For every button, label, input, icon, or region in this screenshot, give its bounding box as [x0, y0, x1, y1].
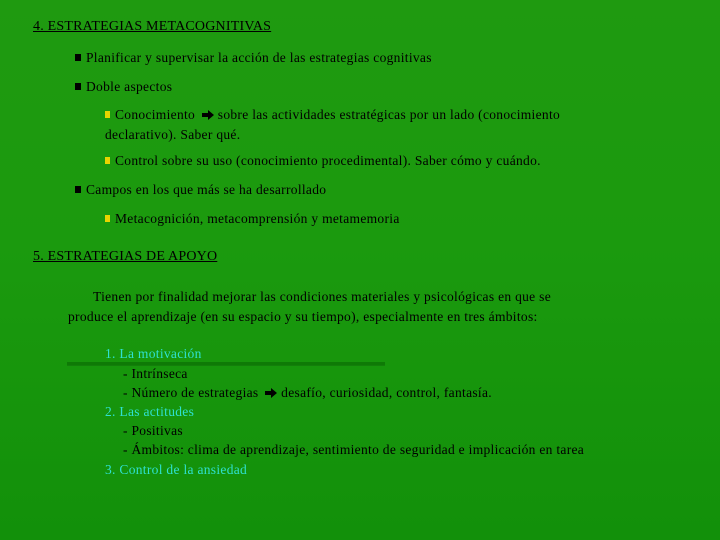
- item-actitudes: 2. Las actitudes: [105, 404, 195, 419]
- divider-line: [67, 362, 385, 365]
- bullet-planificar: [75, 50, 432, 66]
- item-ambitos: - Ámbitos: clima de aprendizaje, sentimiento de seguridad e implicación en tarea: [123, 442, 585, 457]
- bullet-doble-aspectos-text: Doble aspectos: [86, 79, 173, 94]
- yellow-square-bullet-icon: [105, 215, 110, 222]
- item-positivas: - Positivas: [123, 423, 183, 438]
- item-motivacion: 1. La motivación: [105, 346, 202, 361]
- conocimiento-text: sobre las actividades estratégicas por un lado (conocimiento: [217, 107, 561, 122]
- numero-estrategias-text: desafío, curiosidad, control, fantasía.: [281, 385, 492, 400]
- square-bullet-icon: [75, 186, 81, 193]
- yellow-square-bullet-icon: [105, 111, 110, 118]
- conocimiento-label: Conocimiento: [115, 107, 196, 122]
- item-numero-estrategias: [123, 385, 492, 401]
- bullet-campos-text: Campos en los que más se ha desarrollado: [86, 182, 327, 197]
- square-bullet-icon: [75, 83, 81, 90]
- yellow-square-bullet-icon: [105, 157, 110, 164]
- control-text: Control sobre su uso (conocimiento procedimental). Saber cómo y cuándo.: [115, 153, 541, 168]
- section5-heading: 5. ESTRATEGIAS DE APOYO: [33, 249, 218, 264]
- conocimiento-text-cont: declarativo). Saber qué.: [105, 127, 241, 142]
- bullet-planificar-text: Planificar y supervisar la acción de las estrategias cognitivas: [86, 50, 432, 65]
- metacognicion-text: Metacognición, metacomprensión y metamemoria: [115, 211, 400, 226]
- numero-estrategias-label: - Número de estrategias: [123, 385, 259, 400]
- sub-bullet-conocimiento: [105, 105, 665, 145]
- item-control-ansiedad: 3. Control de la ansiedad: [105, 462, 248, 477]
- right-arrow-icon: [264, 387, 278, 399]
- paragraph-line-2: produce el aprendizaje (en su espacio y su tiempo), especialmente en tres ámbitos:: [68, 309, 538, 324]
- paragraph-line-1: Tienen por finalidad mejorar las condiciones materiales y psicológicas en que se: [93, 289, 551, 304]
- section4-heading: 4. ESTRATEGIAS METACOGNITIVAS: [33, 19, 272, 34]
- sub-bullet-control: [105, 153, 541, 169]
- right-arrow-icon: [201, 109, 215, 121]
- bullet-doble-aspectos: [75, 79, 172, 95]
- square-bullet-icon: [75, 54, 81, 61]
- item-intrinseca: - Intrínseca: [123, 366, 188, 381]
- bullet-campos: [75, 182, 326, 198]
- sub-bullet-metacognicion: [105, 211, 400, 227]
